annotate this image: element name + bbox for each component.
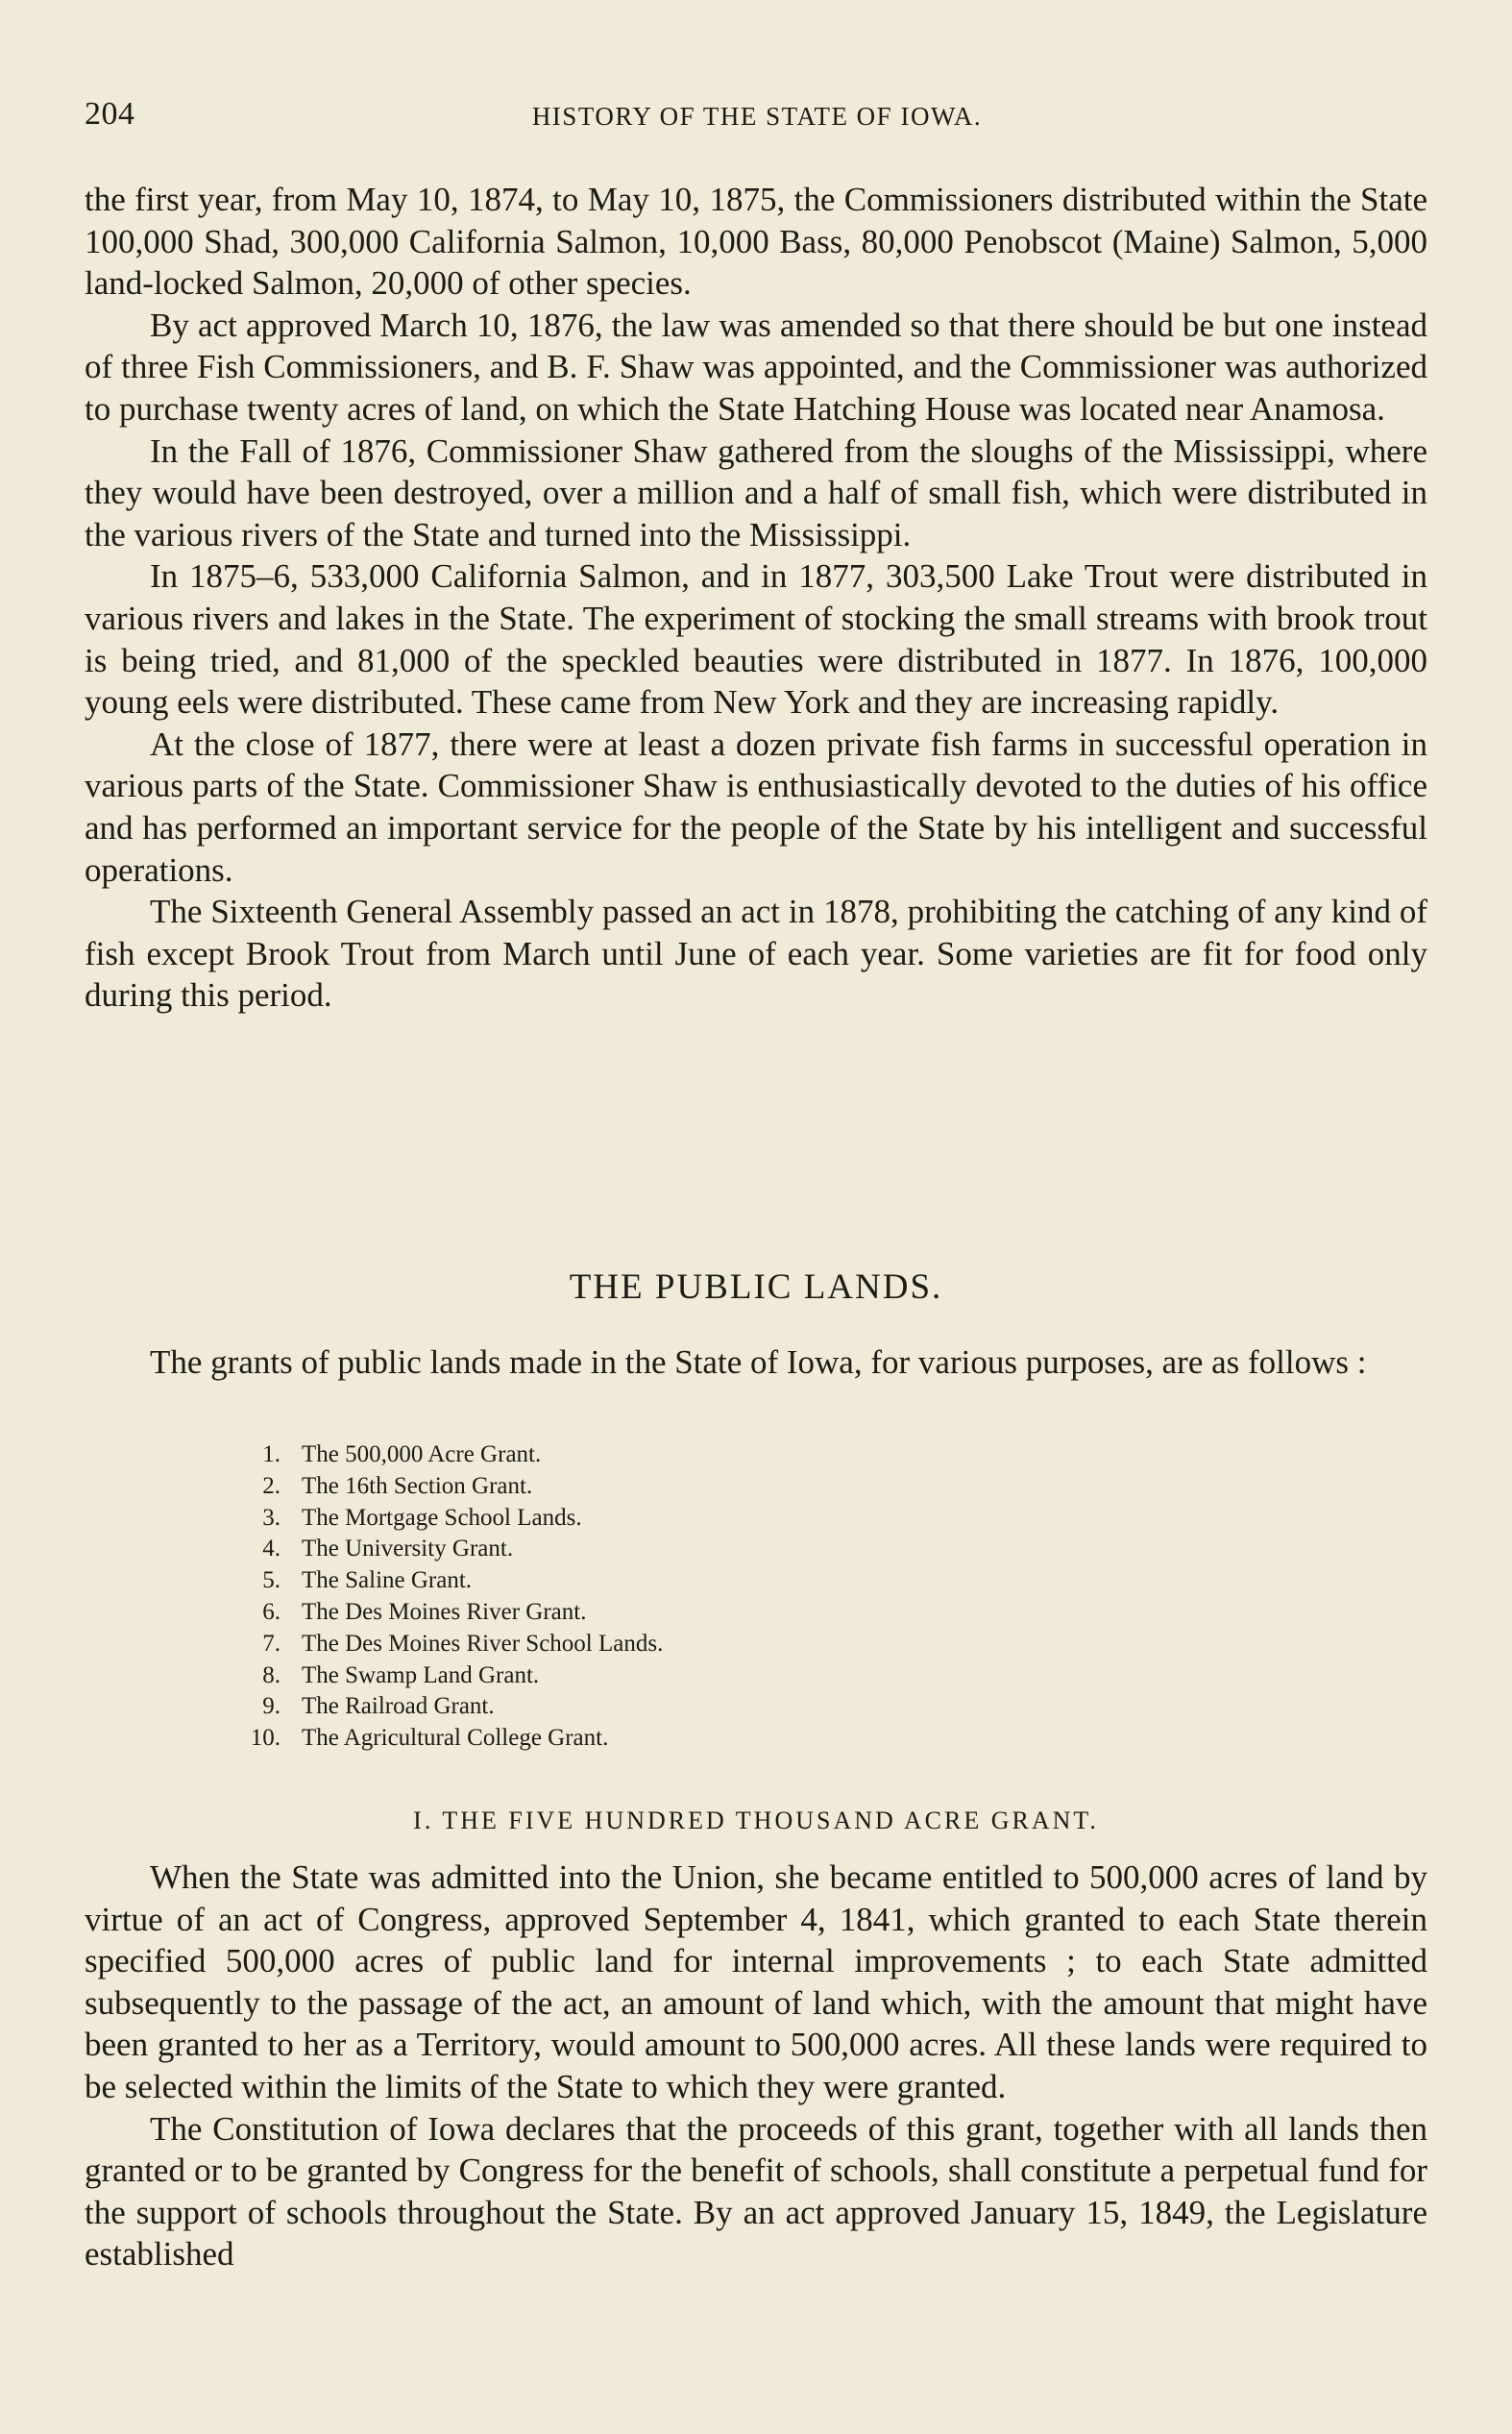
running-head: HISTORY OF THE STATE OF IOWA. xyxy=(531,102,983,131)
grants-intro: The grants of public lands made in the State of Iowa, for various purposes, are as follows : xyxy=(150,1343,1367,1381)
list-item-number: 5. xyxy=(262,1567,280,1594)
list-item-text: The Railroad Grant. xyxy=(302,1693,495,1720)
page-header xyxy=(85,96,1429,144)
list-item xyxy=(231,1471,1095,1503)
paragraph: The Sixteenth General Assembly passed an act in 1878, prohibiting the catching of any kind of fish except Brook Trout from March until June of each year. Some varieties are fit for food only during this period. xyxy=(85,893,1427,1015)
list-item xyxy=(231,1660,1095,1692)
paragraph: the first year, from May 10, 1874, to May 10, 1875, the Commissioners distributed within the State 100,000 Shad, 300,000 California Salmon, 10,000 Bass, 80,000 Penobscot (Maine) Salmon, 5,000 land-locked Salmon, 20,000 of other species. xyxy=(85,181,1427,303)
list-item xyxy=(231,1534,1095,1565)
section-title: THE PUBLIC LANDS. xyxy=(569,1267,943,1307)
paragraph: In the Fall of 1876, Commissioner Shaw gathered from the sloughs of the Mississippi, where they would have been destroyed, over a million and a half of small fish, which were distributed in the various rivers of the State and turned into the Mississippi. xyxy=(85,431,1427,553)
list-item-number: 4. xyxy=(262,1536,280,1562)
list-item-number: 3. xyxy=(262,1504,280,1531)
list-item-text: The Des Moines River School Lands. xyxy=(302,1630,664,1657)
body-text-bottom xyxy=(85,1856,1427,2275)
list-item-text: The 16th Section Grant. xyxy=(302,1472,533,1499)
paragraph: The Constitution of Iowa declares that the proceeds of this grant, together with all lands then granted or to be granted by Congress for the benefit of schools, shall constitute a perpetual fund for the support of schools throughout the State. By an act approved January 15, 1849, the Legislature established xyxy=(85,2109,1427,2274)
body-text-top xyxy=(85,179,1427,1017)
list-item-number: 9. xyxy=(262,1693,280,1720)
paragraph: When the State was admitted into the Union, she became entitled to 500,000 acres of land by virtue of an act of Congress, approved September 4, 1841, which granted to each State therein specified 500,000 acres of public land for internal improvements ; to each State admitted subsequently to the passage of the act, an amount of land which, with the amount that might have been granted to her as a Territory, would amount to 500,000 acres. All these lands were required to be selected within the limits of the State to which they were granted. xyxy=(85,1858,1427,2105)
list-item xyxy=(231,1691,1095,1723)
list-item-number: 8. xyxy=(262,1661,280,1688)
list-item xyxy=(231,1723,1095,1755)
list-item xyxy=(231,1629,1095,1660)
paragraph: At the close of 1877, there were at least a dozen private fish farms in successful operation in various parts of the State. Commissioner Shaw is enthusiastically devoted to the duties of his office and has performed an important service for the people of the State by his intelligent and successful operations. xyxy=(85,725,1427,889)
paragraph: In 1875–6, 533,000 California Salmon, and in 1877, 303,500 Lake Trout were distributed in various rivers and lakes in the State. The experiment of stocking the small streams with brook trout is being tried, and 81,000 of the speckled beauties were distributed in 1877. In 1876, 100,000 young eels were distributed. These came from New York and they are increasing rapidly. xyxy=(85,557,1427,722)
grant-list xyxy=(231,1439,1095,1755)
list-item-text: The Mortgage School Lands. xyxy=(302,1504,582,1531)
list-item-number: 6. xyxy=(262,1598,280,1625)
list-item-number: 1. xyxy=(262,1441,280,1467)
grants-intro-block xyxy=(85,1341,1427,1384)
list-item-number: 10. xyxy=(250,1725,280,1752)
list-item-text: The Saline Grant. xyxy=(302,1567,473,1594)
list-item-text: The Agricultural College Grant. xyxy=(302,1725,609,1752)
list-item xyxy=(231,1565,1095,1597)
list-item-text: The 500,000 Acre Grant. xyxy=(302,1441,542,1467)
list-item-number: 2. xyxy=(262,1472,280,1499)
list-item xyxy=(231,1439,1095,1471)
list-item xyxy=(231,1597,1095,1629)
page-number: 204 xyxy=(85,96,135,132)
list-item-text: The Swamp Land Grant. xyxy=(302,1661,540,1688)
list-item-number: 7. xyxy=(262,1630,280,1657)
paragraph: By act approved March 10, 1876, the law was amended so that there should be but one instead of three Fish Commissioners, and B. F. Shaw was appointed, and the Commissioner was authorized to purchase twenty acres of land, on which the State Hatching House was located near Anamosa. xyxy=(85,306,1427,428)
list-item-text: The Des Moines River Grant. xyxy=(302,1598,587,1625)
list-item-text: The University Grant. xyxy=(302,1536,514,1562)
subsection-title: I. THE FIVE HUNDRED THOUSAND ACRE GRANT. xyxy=(413,1807,1099,1834)
list-item xyxy=(231,1503,1095,1535)
